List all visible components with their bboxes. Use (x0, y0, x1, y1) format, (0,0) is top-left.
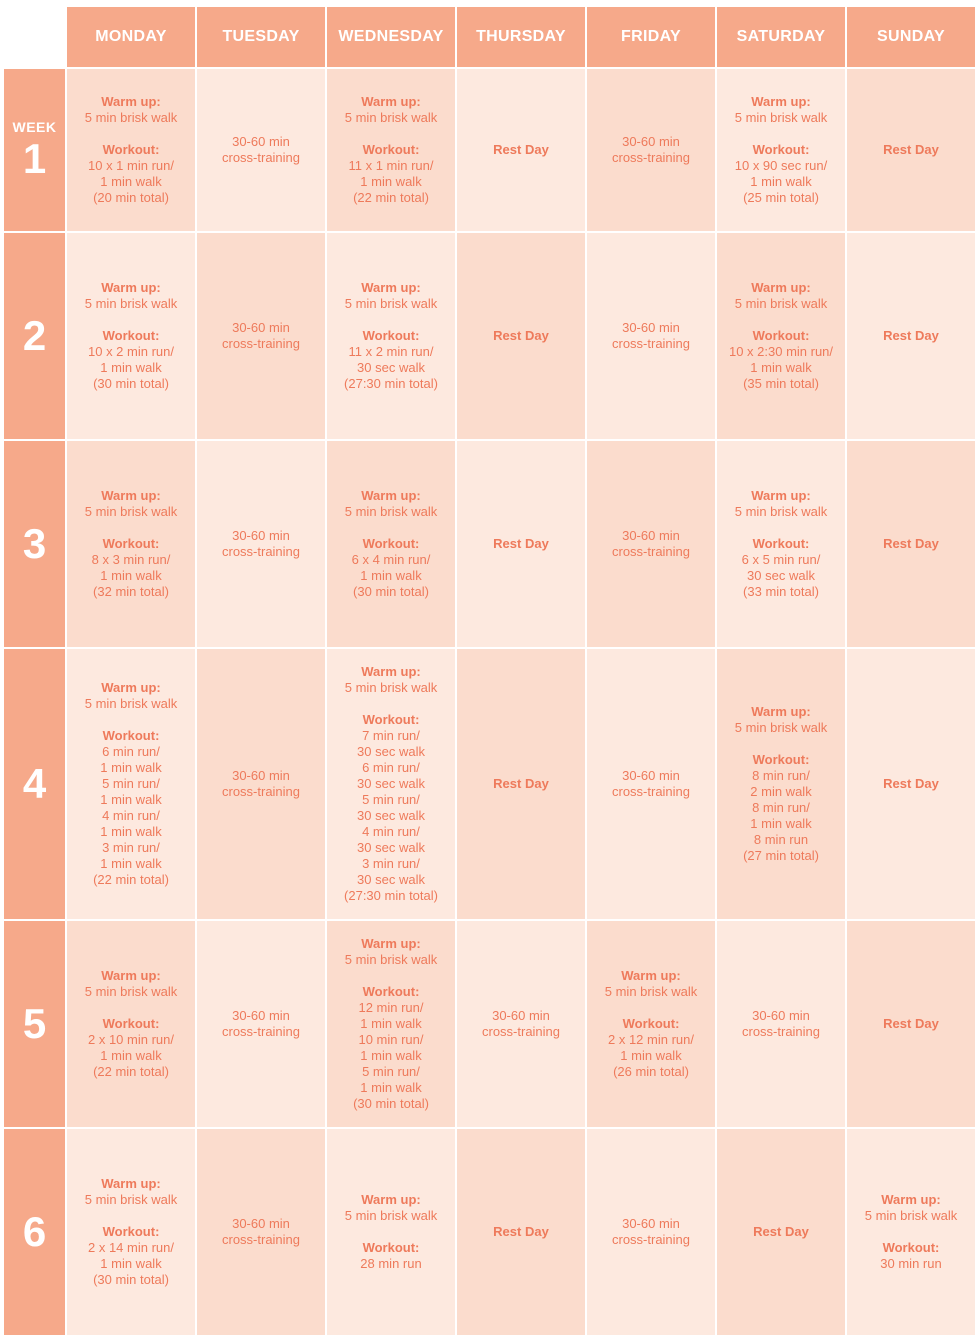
training-schedule-table (4, 7, 975, 1335)
cross-training-line: cross-training (221, 1024, 301, 1039)
workout-label: Workout: (102, 142, 160, 157)
schedule-cell-week-2-monday (67, 233, 195, 439)
workout-section (93, 728, 169, 888)
workout-line: 1 min walk (750, 816, 812, 831)
week-2-label (4, 233, 65, 439)
workout-line: 8 min run/ (752, 768, 810, 783)
warmup-label: Warm up: (361, 936, 421, 951)
workout-line: 2 x 14 min run/ (88, 1240, 174, 1255)
rest-day-label: Rest Day (493, 142, 549, 157)
workout-line: 6 x 5 min run/ (741, 552, 821, 567)
cross-training-line: 30-60 min (622, 528, 680, 543)
schedule-cell-week-1-saturday (717, 69, 845, 231)
workout-line: 4 min run/ (362, 824, 420, 839)
warmup-line: 5 min brisk walk (734, 504, 828, 519)
workout-section (608, 1016, 694, 1080)
week-3-label (4, 441, 65, 647)
cross-training-line: 30-60 min (492, 1008, 550, 1023)
schedule-cell-week-3-wednesday (327, 441, 455, 647)
workout-line: 30 sec walk (357, 840, 425, 855)
week-number: 6 (22, 1208, 47, 1255)
workout-label: Workout: (752, 142, 810, 157)
warmup-label: Warm up: (101, 680, 161, 695)
week-number: 1 (22, 135, 47, 182)
cross-training-line: cross-training (481, 1024, 561, 1039)
workout-label: Workout: (622, 1016, 680, 1031)
workout-line: (27 min total) (743, 848, 819, 863)
cross-training-line: 30-60 min (232, 528, 290, 543)
schedule-cell-week-5-friday (587, 921, 715, 1127)
workout-label: Workout: (752, 328, 810, 343)
schedule-cell-week-2-tuesday (197, 233, 325, 439)
warmup-line: 5 min brisk walk (84, 1192, 178, 1207)
workout-line: 10 min run/ (358, 1032, 424, 1047)
rest-day-label: Rest Day (493, 776, 549, 791)
workout-section (360, 1240, 421, 1272)
week-label-text: WEEK (12, 119, 57, 135)
warmup-section (345, 488, 437, 520)
workout-label: Workout: (362, 536, 420, 551)
rest-day-label: Rest Day (493, 1224, 549, 1239)
schedule-cell-week-2-friday (587, 233, 715, 439)
workout-line: 30 sec walk (357, 360, 425, 375)
workout-line: 10 x 90 sec run/ (734, 158, 828, 173)
week-6-label (4, 1129, 65, 1335)
workout-line: (32 min total) (93, 584, 169, 599)
warmup-section (345, 936, 437, 968)
workout-section (729, 328, 833, 392)
workout-line: 6 x 4 min run/ (351, 552, 431, 567)
workout-section (735, 142, 828, 206)
warmup-section (735, 488, 827, 520)
warmup-line: 5 min brisk walk (734, 296, 828, 311)
schedule-cell-week-5-thursday (457, 921, 585, 1127)
schedule-cell-week-6-saturday (717, 1129, 845, 1335)
workout-line: 1 min walk (100, 568, 162, 583)
rest-day-label: Rest Day (753, 1224, 809, 1239)
workout-line: (30 min total) (93, 376, 169, 391)
cross-training-line: cross-training (611, 1232, 691, 1247)
day-header-friday: FRIDAY (587, 7, 715, 67)
schedule-cell-week-1-monday (67, 69, 195, 231)
warmup-label: Warm up: (621, 968, 681, 983)
warmup-line: 5 min brisk walk (344, 952, 438, 967)
schedule-cell-week-4-saturday (717, 649, 845, 919)
warmup-line: 5 min brisk walk (344, 1208, 438, 1223)
workout-line: 30 sec walk (357, 808, 425, 823)
workout-line: 2 x 10 min run/ (88, 1032, 174, 1047)
schedule-cell-week-4-monday (67, 649, 195, 919)
cross-training-line: 30-60 min (622, 1216, 680, 1231)
cross-training-line: 30-60 min (232, 134, 290, 149)
cross-training-line: cross-training (221, 150, 301, 165)
week-number: 4 (22, 760, 47, 807)
schedule-cell-week-5-sunday (847, 921, 975, 1127)
warmup-label: Warm up: (751, 94, 811, 109)
workout-line: 1 min walk (360, 174, 422, 189)
schedule-cell-week-6-friday (587, 1129, 715, 1335)
workout-line: 30 sec walk (357, 776, 425, 791)
schedule-cell-week-2-sunday (847, 233, 975, 439)
schedule-cell-week-4-thursday (457, 649, 585, 919)
workout-line: (20 min total) (93, 190, 169, 205)
warmup-label: Warm up: (101, 488, 161, 503)
warmup-line: 5 min brisk walk (344, 504, 438, 519)
schedule-cell-week-5-tuesday (197, 921, 325, 1127)
schedule-cell-week-4-friday (587, 649, 715, 919)
workout-line: 1 min walk (100, 1048, 162, 1063)
schedule-cell-week-6-thursday (457, 1129, 585, 1335)
workout-line: (27:30 min total) (344, 888, 438, 903)
workout-line: (35 min total) (743, 376, 819, 391)
workout-section (344, 712, 438, 904)
workout-line: 11 x 2 min run/ (348, 344, 434, 359)
workout-section (92, 536, 171, 600)
workout-line: (30 min total) (353, 1096, 429, 1111)
schedule-cell-week-1-sunday (847, 69, 975, 231)
workout-label: Workout: (362, 712, 420, 727)
workout-label: Workout: (102, 536, 160, 551)
workout-line: 5 min run/ (362, 1064, 420, 1079)
warmup-section (345, 280, 437, 312)
warmup-section (345, 664, 437, 696)
workout-label: Workout: (102, 1224, 160, 1239)
warmup-line: 5 min brisk walk (84, 296, 178, 311)
schedule-cell-week-3-friday (587, 441, 715, 647)
workout-line: (26 min total) (613, 1064, 689, 1079)
workout-line: 30 min run (880, 1256, 942, 1271)
workout-line: 3 min run/ (362, 856, 420, 871)
workout-section (880, 1240, 941, 1272)
warmup-line: 5 min brisk walk (84, 696, 178, 711)
week-number: 2 (22, 312, 47, 359)
warmup-label: Warm up: (101, 94, 161, 109)
warmup-section (605, 968, 697, 1000)
cross-training-line: 30-60 min (232, 320, 290, 335)
warmup-label: Warm up: (751, 280, 811, 295)
workout-line: 1 min walk (360, 1048, 422, 1063)
warmup-label: Warm up: (101, 968, 161, 983)
workout-line: 1 min walk (360, 1080, 422, 1095)
warmup-line: 5 min brisk walk (344, 296, 438, 311)
workout-section (88, 1224, 174, 1288)
workout-line: 1 min walk (100, 360, 162, 375)
warmup-line: 5 min brisk walk (344, 110, 438, 125)
cross-training-line: 30-60 min (622, 768, 680, 783)
workout-line: 30 sec walk (747, 568, 815, 583)
rest-day-label: Rest Day (493, 536, 549, 551)
workout-section (88, 1016, 174, 1080)
cross-training-line: cross-training (221, 336, 301, 351)
workout-line: 30 sec walk (357, 744, 425, 759)
warmup-label: Warm up: (101, 1176, 161, 1191)
week-4-label (4, 649, 65, 919)
warmup-label: Warm up: (361, 664, 421, 679)
day-header-wednesday: WEDNESDAY (327, 7, 455, 67)
warmup-label: Warm up: (751, 704, 811, 719)
workout-line: 10 x 2:30 min run/ (728, 344, 834, 359)
cross-training-line: cross-training (741, 1024, 821, 1039)
workout-label: Workout: (882, 1240, 940, 1255)
schedule-cell-week-2-saturday (717, 233, 845, 439)
warmup-section (735, 280, 827, 312)
workout-label: Workout: (752, 536, 810, 551)
cross-training-line: cross-training (221, 544, 301, 559)
day-header-saturday: SATURDAY (717, 7, 845, 67)
day-header-sunday: SUNDAY (847, 7, 975, 67)
workout-label: Workout: (102, 328, 160, 343)
workout-line: (22 min total) (93, 1064, 169, 1079)
warmup-section (345, 94, 437, 126)
workout-section (353, 984, 429, 1112)
schedule-cell-week-6-monday (67, 1129, 195, 1335)
workout-line: 8 min run (753, 832, 809, 847)
warmup-section (865, 1192, 957, 1224)
schedule-cell-week-5-saturday (717, 921, 845, 1127)
cross-training-line: cross-training (221, 784, 301, 799)
rest-day-label: Rest Day (883, 142, 939, 157)
warmup-section (735, 704, 827, 736)
workout-section (742, 536, 821, 600)
warmup-section (735, 94, 827, 126)
warmup-section (85, 680, 177, 712)
workout-label: Workout: (362, 328, 420, 343)
warmup-section (85, 94, 177, 126)
workout-label: Workout: (362, 142, 420, 157)
warmup-line: 5 min brisk walk (604, 984, 698, 999)
cross-training-line: 30-60 min (622, 134, 680, 149)
schedule-cell-week-6-sunday (847, 1129, 975, 1335)
cross-training-line: cross-training (611, 150, 691, 165)
cross-training-line: cross-training (611, 784, 691, 799)
day-header-tuesday: TUESDAY (197, 7, 325, 67)
workout-section (743, 752, 819, 864)
schedule-cell-week-1-thursday (457, 69, 585, 231)
workout-section (88, 328, 174, 392)
workout-line: 2 x 12 min run/ (608, 1032, 694, 1047)
workout-section (352, 536, 431, 600)
workout-line: 8 x 3 min run/ (91, 552, 171, 567)
workout-line: 7 min run/ (362, 728, 420, 743)
schedule-cell-week-4-tuesday (197, 649, 325, 919)
workout-line: 10 x 2 min run/ (88, 344, 174, 359)
workout-line: 6 min run/ (362, 760, 420, 775)
workout-line: 5 min run/ (362, 792, 420, 807)
workout-line: (22 min total) (353, 190, 429, 205)
week-number: 5 (22, 1000, 47, 1047)
workout-label: Workout: (102, 1016, 160, 1031)
cross-training-line: 30-60 min (752, 1008, 810, 1023)
day-header-monday: MONDAY (67, 7, 195, 67)
workout-line: 1 min walk (100, 792, 162, 807)
workout-line: 30 sec walk (357, 872, 425, 887)
workout-line: 1 min walk (100, 1256, 162, 1271)
workout-line: 1 min walk (100, 174, 162, 189)
workout-line: 1 min walk (620, 1048, 682, 1063)
workout-label: Workout: (362, 984, 420, 999)
warmup-section (85, 968, 177, 1000)
table-corner (4, 7, 65, 67)
week-5-label (4, 921, 65, 1127)
rest-day-label: Rest Day (883, 776, 939, 791)
warmup-label: Warm up: (751, 488, 811, 503)
workout-line: (30 min total) (353, 584, 429, 599)
schedule-cell-week-3-saturday (717, 441, 845, 647)
workout-line: 1 min walk (100, 856, 162, 871)
cross-training-line: 30-60 min (232, 768, 290, 783)
cross-training-line: 30-60 min (232, 1008, 290, 1023)
workout-line: (27:30 min total) (344, 376, 438, 391)
workout-section (88, 142, 174, 206)
workout-line: 1 min walk (100, 824, 162, 839)
workout-line: 1 min walk (100, 760, 162, 775)
schedule-cell-week-6-tuesday (197, 1129, 325, 1335)
workout-line: 3 min run/ (102, 840, 160, 855)
cross-training-line: 30-60 min (622, 320, 680, 335)
warmup-label: Warm up: (361, 488, 421, 503)
workout-line: 28 min run (360, 1256, 422, 1271)
cross-training-line: 30-60 min (232, 1216, 290, 1231)
warmup-label: Warm up: (361, 1192, 421, 1207)
warmup-line: 5 min brisk walk (344, 680, 438, 695)
workout-line: 11 x 1 min run/ (348, 158, 434, 173)
schedule-cell-week-3-monday (67, 441, 195, 647)
rest-day-label: Rest Day (883, 328, 939, 343)
cross-training-line: cross-training (611, 544, 691, 559)
workout-line: 1 min walk (750, 360, 812, 375)
workout-label: Workout: (102, 728, 160, 743)
workout-line: 8 min run/ (752, 800, 810, 815)
warmup-label: Warm up: (361, 280, 421, 295)
workout-line: (30 min total) (93, 1272, 169, 1287)
warmup-line: 5 min brisk walk (84, 504, 178, 519)
rest-day-label: Rest Day (883, 1016, 939, 1031)
week-number: 3 (22, 520, 47, 567)
schedule-cell-week-2-thursday (457, 233, 585, 439)
workout-label: Workout: (362, 1240, 420, 1255)
workout-line: 2 min walk (750, 784, 812, 799)
day-header-thursday: THURSDAY (457, 7, 585, 67)
rest-day-label: Rest Day (493, 328, 549, 343)
schedule-cell-week-5-monday (67, 921, 195, 1127)
schedule-cell-week-4-wednesday (327, 649, 455, 919)
schedule-cell-week-5-wednesday (327, 921, 455, 1127)
schedule-cell-week-4-sunday (847, 649, 975, 919)
schedule-cell-week-3-thursday (457, 441, 585, 647)
warmup-line: 5 min brisk walk (84, 984, 178, 999)
schedule-cell-week-1-wednesday (327, 69, 455, 231)
schedule-cell-week-2-wednesday (327, 233, 455, 439)
warmup-line: 5 min brisk walk (84, 110, 178, 125)
workout-section (344, 328, 438, 392)
rest-day-label: Rest Day (883, 536, 939, 551)
warmup-line: 5 min brisk walk (734, 720, 828, 735)
warmup-label: Warm up: (881, 1192, 941, 1207)
week-1-label (4, 69, 65, 231)
workout-line: 1 min walk (750, 174, 812, 189)
warmup-section (85, 1176, 177, 1208)
schedule-cell-week-6-wednesday (327, 1129, 455, 1335)
workout-line: 12 min run/ (358, 1000, 424, 1015)
workout-label: Workout: (752, 752, 810, 767)
warmup-section (345, 1192, 437, 1224)
workout-line: 6 min run/ (102, 744, 160, 759)
warmup-label: Warm up: (361, 94, 421, 109)
workout-line: 1 min walk (360, 1016, 422, 1031)
workout-line: (25 min total) (743, 190, 819, 205)
workout-section (348, 142, 433, 206)
schedule-cell-week-3-tuesday (197, 441, 325, 647)
cross-training-line: cross-training (611, 336, 691, 351)
warmup-label: Warm up: (101, 280, 161, 295)
workout-line: (22 min total) (93, 872, 169, 887)
warmup-line: 5 min brisk walk (734, 110, 828, 125)
schedule-cell-week-1-tuesday (197, 69, 325, 231)
workout-line: 10 x 1 min run/ (88, 158, 174, 173)
schedule-cell-week-1-friday (587, 69, 715, 231)
warmup-section (85, 280, 177, 312)
warmup-line: 5 min brisk walk (864, 1208, 958, 1223)
workout-line: 5 min run/ (102, 776, 160, 791)
warmup-section (85, 488, 177, 520)
workout-line: (33 min total) (743, 584, 819, 599)
workout-line: 4 min run/ (102, 808, 160, 823)
schedule-cell-week-3-sunday (847, 441, 975, 647)
workout-line: 1 min walk (360, 568, 422, 583)
cross-training-line: cross-training (221, 1232, 301, 1247)
